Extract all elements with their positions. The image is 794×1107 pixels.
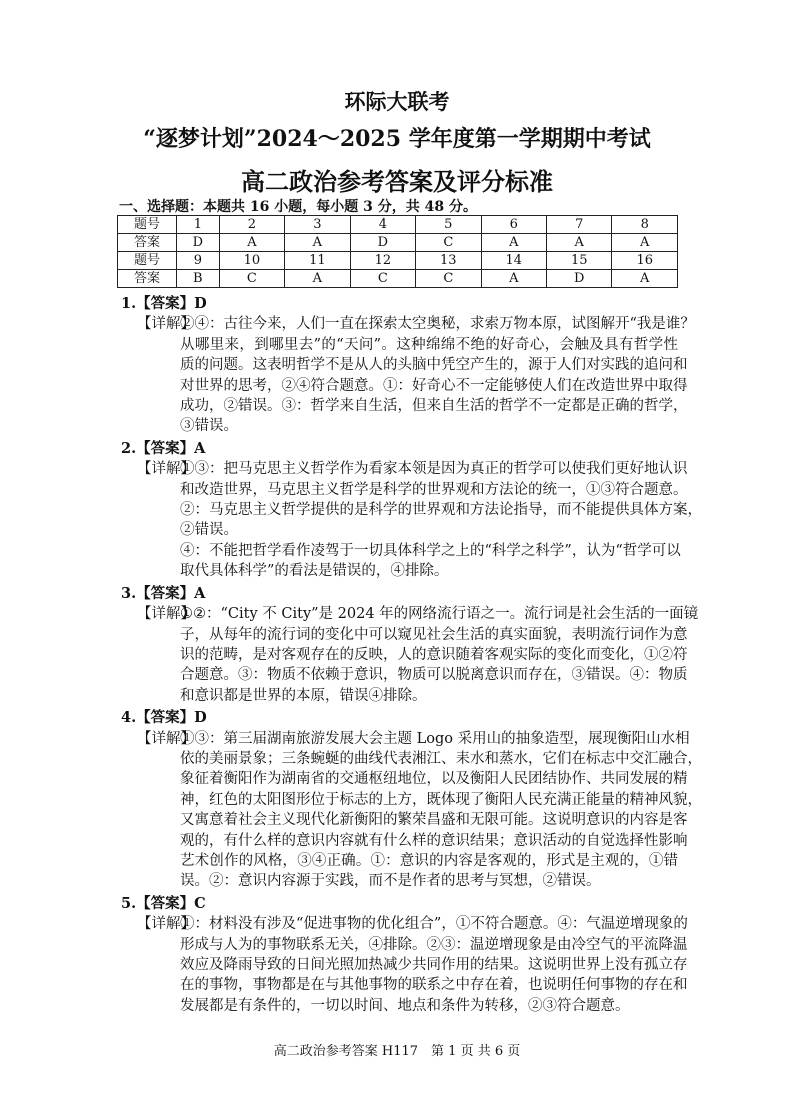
table-cell: 12: [350, 252, 415, 270]
detail-label: 【详解】: [137, 316, 195, 333]
table-cell: C: [350, 270, 415, 288]
explanation-line: 对世界的思考，②④符合题意。①：好奇心不一定能够使人们在改造世界中取得: [180, 377, 688, 394]
table-row: [118, 270, 678, 288]
table-cell: 16: [612, 252, 678, 270]
explanation-line: ①③：第三届湖南旅游发展大会主题 Logo 采用山的抽象造型，展现衡阳山水相: [180, 730, 690, 747]
explanation-line: 子，从每年的流行词的变化中可以窥见社会生活的真实面貌，表明流行词作为意: [180, 626, 688, 643]
table-cell: 6: [481, 216, 546, 234]
table-cell: A: [481, 234, 546, 252]
question-explanation: [121, 314, 695, 436]
table-cell: 11: [285, 252, 350, 270]
table-cell: 2: [219, 216, 284, 234]
table-cell: A: [285, 234, 350, 252]
explanation-line: ①：材料没有涉及“促进事物的优化组合”，①不符合题意。④：气温逆增现象的: [180, 916, 688, 933]
table-cell: A: [547, 234, 612, 252]
section-heading: 一、选择题：本题共 16 小题，每小题 3 分，共 48 分。: [119, 199, 477, 215]
detail-label: 【详解】: [137, 730, 195, 747]
explanation-line: 依的美丽景象；三条蜿蜒的曲线代表湘江、耒水和蒸水，它们在标志中交汇融合，: [180, 750, 702, 767]
explanation-line: ①②：“City 不 City”是 2024 年的网络流行语之一。流行词是社会生活的一面镜: [180, 606, 699, 623]
table-cell: D: [547, 270, 612, 288]
explanation-line: 误。②：意识内容源于实践，而不是作者的思考与冥想，②错误。: [180, 873, 601, 890]
table-cell: C: [416, 234, 481, 252]
question-explanation: [121, 604, 699, 706]
answer-table-body: [118, 216, 678, 288]
table-cell: A: [285, 270, 350, 288]
table-cell: 7: [547, 216, 612, 234]
explanation-line: 质的问题。这表明哲学不是从人的头脑中凭空产生的，源于人们对实践的追问和: [180, 357, 688, 374]
question-explanation: [121, 914, 688, 1016]
explanation-line: 艺术创作的风格，③④正确。①：意识的内容是客观的，形式是主观的，①错: [180, 852, 678, 869]
explanation-line: 象征着衡阳作为湖南省的交通枢纽地位，以及衡阳人民团结协作、共同发展的精: [180, 771, 688, 788]
explanation-line: ③错误。: [180, 418, 238, 435]
explanation-line: 取代具体科学”的看法是错误的，④排除。: [180, 563, 449, 580]
explanation-line: 形成与人为的事物联系无关，④排除。②③：温逆增现象是由冷空气的平流降温: [180, 936, 688, 953]
document-title: 高二政治参考答案及评分标准: [241, 167, 553, 196]
page-footer: 高二政治参考答案 H117 第 1 页 共 6 页: [273, 1044, 521, 1059]
table-cell: C: [416, 270, 481, 288]
table-row: [118, 252, 678, 270]
detail-label: 【详解】: [137, 461, 195, 478]
table-cell: 10: [219, 252, 284, 270]
explanation-line: ②：马克思主义哲学提供的是科学的世界观和方法论指导，而不能提供具体方案，: [180, 502, 702, 519]
table-cell: 13: [416, 252, 481, 270]
explanation-line: ①③：把马克思主义哲学作为看家本领是因为真正的哲学可以使我们更好地认识: [180, 461, 688, 478]
question-explanation: [121, 729, 702, 892]
question-explanation: [121, 459, 702, 581]
question-answer-heading: 4.【答案】D: [121, 709, 207, 727]
table-cell: D: [350, 234, 415, 252]
answer-table: [117, 215, 678, 288]
explanation-line: 效应及降雨导致的日间光照加热减少共同作用的结果。这说明世界上没有孤立存: [180, 957, 688, 973]
table-cell: 3: [285, 216, 350, 234]
row-header: 题号: [118, 252, 177, 270]
question-answer-heading: 3.【答案】A: [121, 584, 206, 602]
exam-name-title: “逐梦计划”2024～2025 学年度第一学期期中考试: [143, 126, 651, 152]
explanation-line: ②④：古往今来，人们一直在探索太空奥秘，求索万物本原，试图解开“我是谁？: [180, 316, 695, 333]
row-header: 题号: [118, 216, 177, 234]
table-cell: C: [219, 270, 284, 288]
table-cell: A: [219, 234, 284, 252]
question-answer-heading: 5.【答案】C: [121, 894, 206, 912]
explanation-line: 合题意。③：物质不依赖于意识，物质可以脱离意识而存在，③错误。④：物质: [180, 667, 688, 684]
row-header: 答案: [118, 234, 177, 252]
table-cell: B: [177, 270, 220, 288]
explanation-line: 发展都是有条件的，一切以时间、地点和条件为转移，②③符合题意。: [180, 997, 630, 1014]
answer-explanations: [121, 292, 702, 1016]
table-cell: 1: [177, 216, 220, 234]
table-row: [118, 234, 678, 252]
explanation-line: 识的范畴，是对客观存在的反映，人的意识随着客观实际的变化而变化，①②符: [180, 646, 688, 663]
detail-label: 【详解】: [137, 916, 195, 933]
explanation-line: 观的，有什么样的意识内容就有什么样的意识结果；意识活动的自觉选择性影响: [180, 832, 688, 849]
question-answer-heading: 2.【答案】A: [121, 439, 206, 457]
row-header: 答案: [118, 270, 177, 288]
explanation-line: 从哪里来，到哪里去”的“天问”。这种绵绵不绝的好奇心，会触及具有哲学性: [180, 336, 678, 353]
question-answer-heading: 1.【答案】D: [121, 295, 207, 312]
explanation-line: 在的事物，事物都是在与其他事物的联系之中存在着，也说明任何事物的存在和: [180, 977, 688, 994]
table-cell: 5: [416, 216, 481, 234]
table-cell: 4: [350, 216, 415, 234]
explanation-line: 神，红色的太阳图形位于标志的上方，既体现了衡阳人民充满正能量的精神风貌，: [180, 791, 702, 808]
table-cell: 15: [547, 252, 612, 270]
table-cell: D: [177, 234, 220, 252]
explanation-line: 又寓意着社会主义现代化新衡阳的繁荣昌盛和无限可能。这说明意识的内容是客: [180, 812, 688, 829]
explanation-line: 和改造世界，马克思主义哲学是科学的世界观和方法论的统一，①③符合题意。: [180, 481, 688, 498]
table-cell: A: [612, 270, 678, 288]
table-cell: A: [481, 270, 546, 288]
exam-alliance-title: 环际大联考: [344, 89, 450, 114]
table-row: [118, 216, 678, 234]
explanation-line: ④：不能把哲学看作凌驾于一切具体科学之上的“科学之科学”，认为“哲学可以: [180, 542, 681, 559]
explanation-line: 成功，②错误。③：哲学来自生活，但来自生活的哲学不一定都是正确的哲学，: [180, 398, 688, 415]
table-cell: 9: [177, 252, 220, 270]
table-cell: A: [612, 234, 678, 252]
table-cell: 8: [612, 216, 678, 234]
explanation-line: ②错误。: [180, 522, 238, 539]
explanation-line: 和意识都是世界的本原，错误④排除。: [180, 687, 427, 704]
table-cell: 14: [481, 252, 546, 270]
detail-label: 【详解】: [137, 606, 195, 623]
